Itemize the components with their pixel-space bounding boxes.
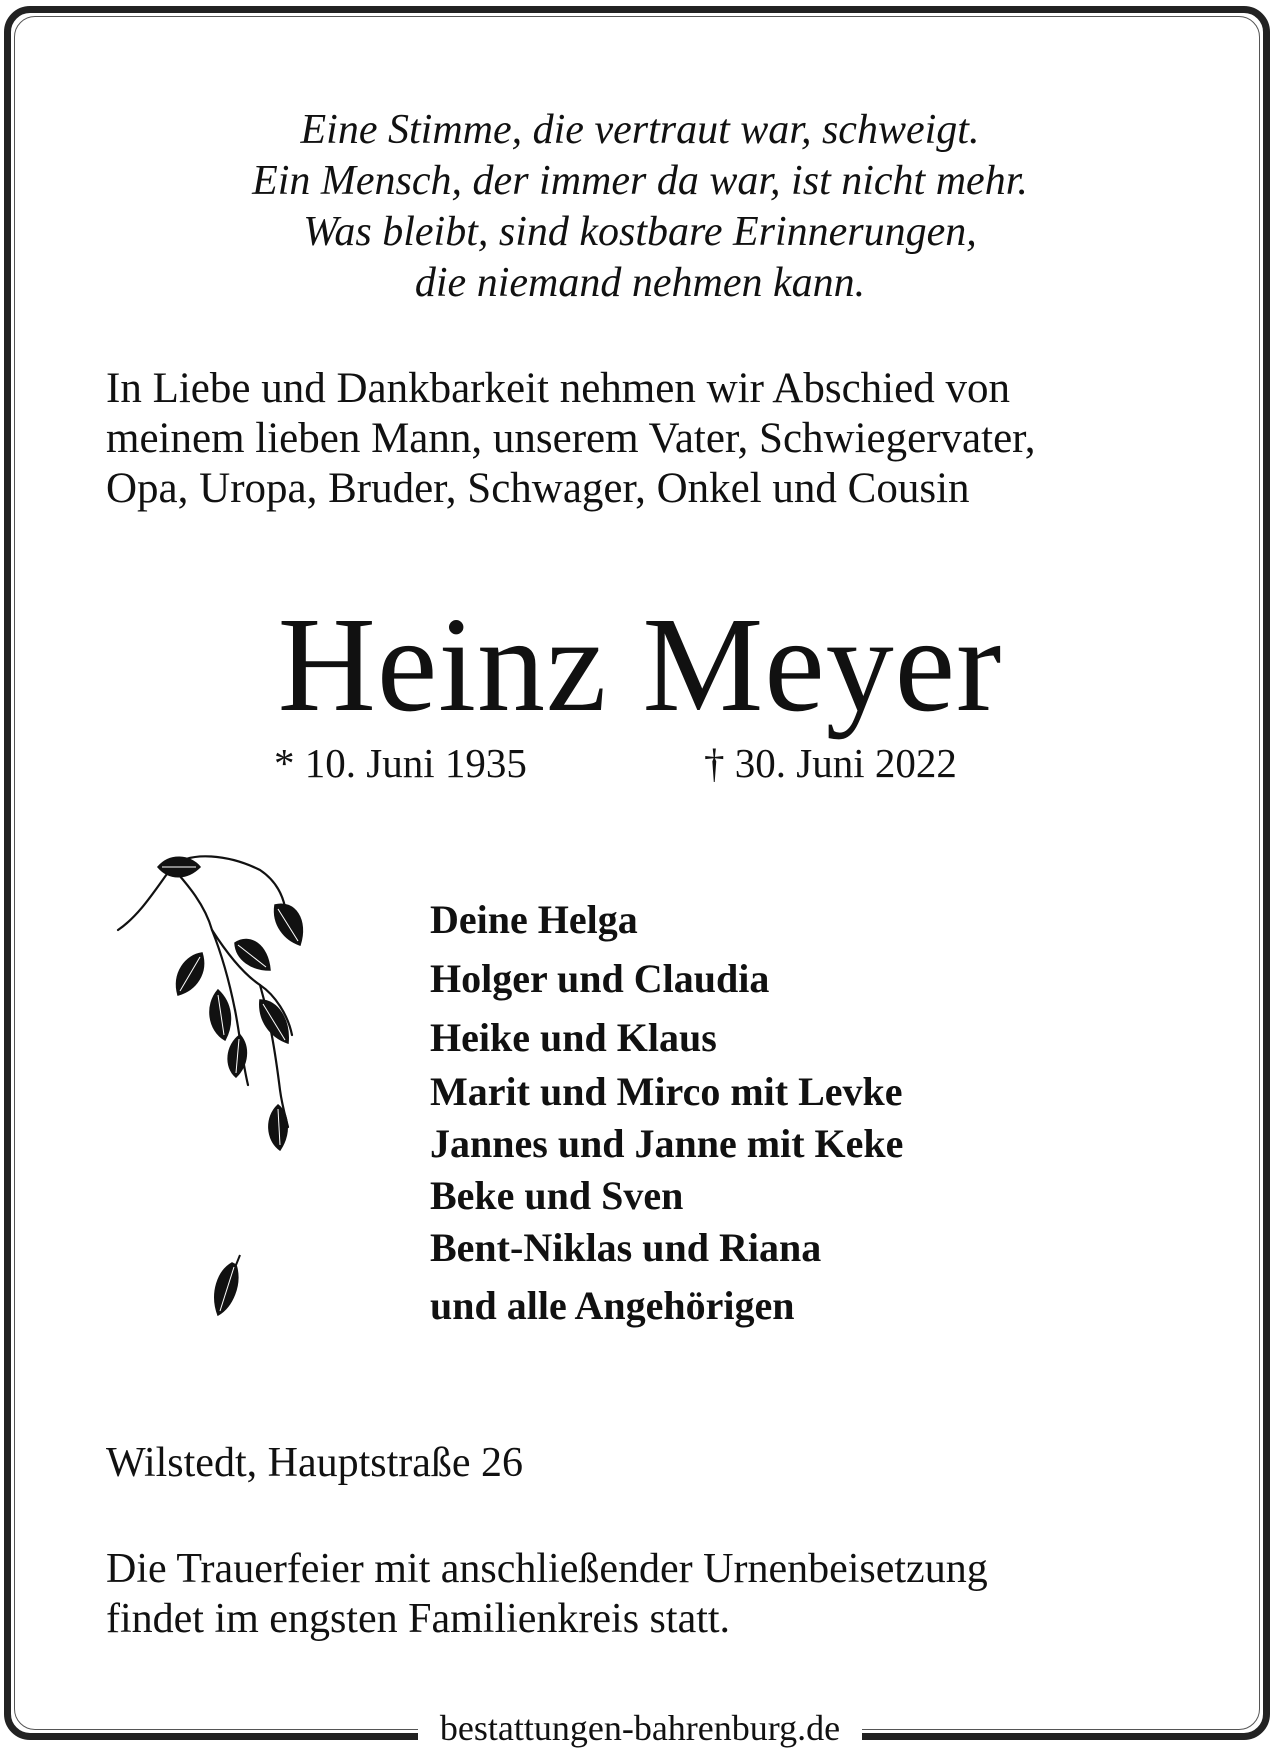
poem-line: Was bleibt, sind kostbare Erinnerungen,: [303, 209, 977, 255]
intro-line: In Liebe und Dankbarkeit nehmen wir Abschied von: [106, 365, 1010, 412]
mourner-line: Jannes und Janne mit Keke: [430, 1121, 904, 1166]
deceased-name: Heinz Meyer: [277, 590, 1003, 740]
mourner-line: Holger und Claudia: [430, 956, 770, 1001]
ceremony-line: findet im engsten Familienkreis statt.: [106, 1596, 731, 1642]
intro-line: Opa, Uropa, Bruder, Schwager, Onkel und Cousin: [106, 465, 970, 512]
ceremony-note: [106, 1544, 1226, 1644]
birth-date: * 10. Juni 1935: [274, 740, 527, 786]
mourners-list: [430, 892, 1250, 1338]
death-date: † 30. Juni 2022: [704, 740, 957, 786]
mourner-line: Beke und Sven: [430, 1173, 684, 1218]
ceremony-line: Die Trauerfeier mit anschließender Urnenbeisetzung: [106, 1546, 988, 1592]
mourner-line: Marit und Mirco mit Levke: [430, 1069, 903, 1114]
mourner-line: und alle Angehörigen: [430, 1283, 795, 1328]
footer: [0, 1708, 1280, 1748]
poem-line: die niemand nehmen kann.: [414, 260, 866, 306]
intro-line: meinem lieben Mann, unserem Vater, Schwiegervater,: [106, 415, 1036, 462]
mourner-line: Bent-Niklas und Riana: [430, 1225, 822, 1270]
mourner-line: Deine Helga: [430, 897, 638, 942]
mourner-line: Heike und Klaus: [430, 1015, 717, 1060]
poem: [0, 105, 1280, 309]
birch-branch-icon: [110, 845, 340, 1345]
poem-line: Eine Stimme, die vertraut war, schweigt.: [300, 107, 980, 153]
address: Wilstedt, Hauptstraße 26: [106, 1440, 524, 1486]
funeral-home-url: bestattungen-bahrenburg.de: [418, 1708, 862, 1748]
poem-line: Ein Mensch, der immer da war, ist nicht mehr.: [252, 158, 1028, 204]
intro-text: [106, 364, 1226, 514]
